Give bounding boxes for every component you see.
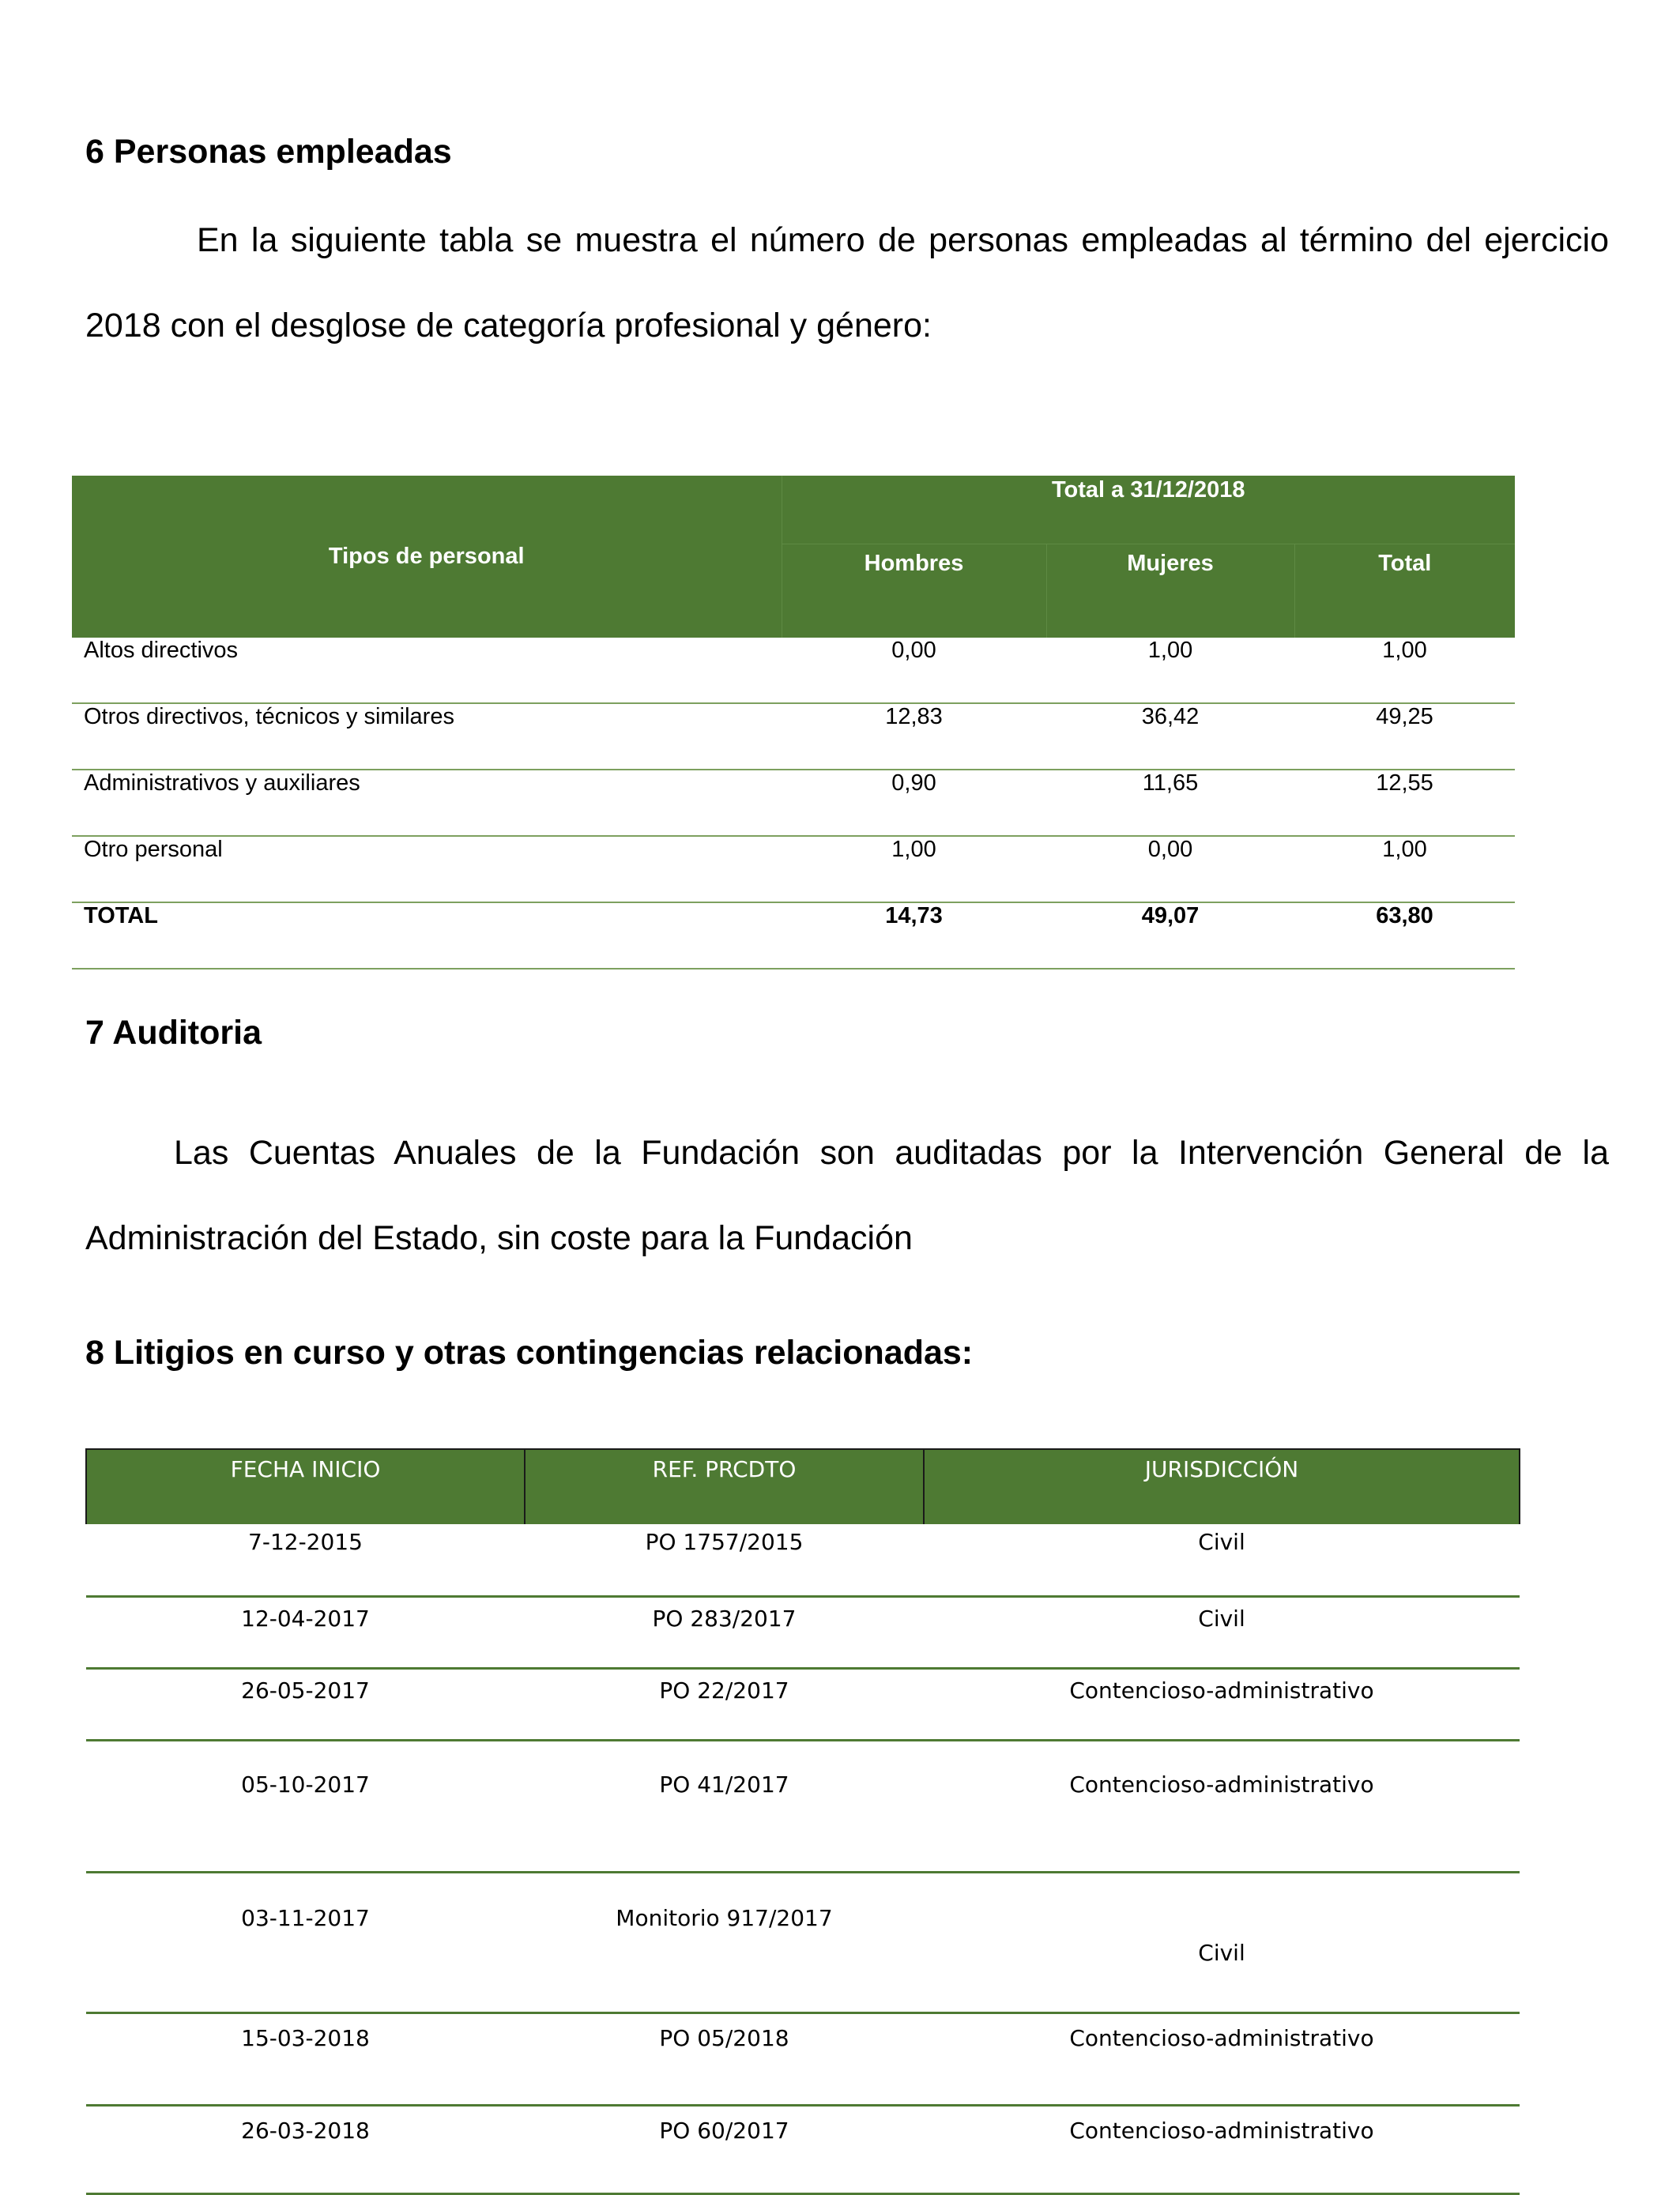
header-fecha-inicio: FECHA INICIO: [86, 1449, 525, 1524]
fecha-cell: [86, 2105, 525, 2193]
mujeres-value: 1,00: [1046, 638, 1294, 703]
fecha-cell: [86, 1596, 525, 1668]
row-label: Altos directivos: [72, 638, 782, 703]
header-ref-prcdto: REF. PRCDTO: [525, 1449, 924, 1524]
table-row: [72, 836, 1515, 902]
ref-cell: [525, 1524, 924, 1596]
table-row: [86, 2012, 1520, 2105]
fecha-cell: [86, 1740, 525, 1872]
ref-cell: [525, 1668, 924, 1740]
mujeres-value: 36,42: [1046, 703, 1294, 770]
ref-cell: [525, 1596, 924, 1668]
row-label: Administrativos y auxiliares: [72, 770, 782, 836]
fecha-value: 26-05-2017: [241, 1677, 370, 1704]
jurisdiccion-value: Contencioso-administrativo: [1069, 2117, 1374, 2144]
ref-cell: [525, 1872, 924, 2012]
table-total-row: [72, 902, 1515, 969]
mujeres-value: 49,07: [1046, 902, 1294, 969]
ref-value: Monitorio 917/2017: [616, 1904, 833, 1931]
total-value: 49,25: [1294, 703, 1515, 770]
fecha-cell: [86, 1524, 525, 1596]
header-total-group: Total a 31/12/2018: [782, 476, 1515, 544]
table-row: [72, 770, 1515, 836]
table-row: [86, 1872, 1520, 2012]
table-row: [86, 1668, 1520, 1740]
table-row: [86, 2105, 1520, 2193]
header-tipos-de-personal: Tipos de personal: [72, 476, 782, 638]
total-value: 12,55: [1294, 770, 1515, 836]
jurisdiccion-cell: [924, 1668, 1520, 1740]
fecha-value: 03-11-2017: [241, 1904, 370, 1931]
mujeres-value: 0,00: [1046, 836, 1294, 902]
fecha-value: 12-04-2017: [241, 1605, 370, 1632]
section-7-paragraph-line2: Administración del Estado, sin coste para la Fundación: [85, 1219, 913, 1257]
jurisdiccion-value: Contencioso-administrativo: [1069, 1771, 1374, 1798]
hombres-value: 0,90: [782, 770, 1046, 836]
jurisdiccion-cell: [924, 2105, 1520, 2193]
jurisdiccion-cell: [924, 2012, 1520, 2105]
jurisdiccion-cell: [924, 1524, 1520, 1596]
fecha-value: 15-03-2018: [241, 2024, 370, 2051]
jurisdiccion-value: Contencioso-administrativo: [1069, 2024, 1374, 2051]
header-mujeres: Mujeres: [1046, 544, 1294, 638]
header-total: Total: [1294, 544, 1515, 638]
section-7-paragraph: [85, 1110, 1609, 1281]
ref-cell: [525, 1740, 924, 1872]
section-6-paragraph-line2: ejercicio 2018 con el desglose de categoría profesional y género:: [85, 221, 1609, 344]
total-value: 63,80: [1294, 902, 1515, 969]
hombres-value: 1,00: [782, 836, 1046, 902]
header-hombres: Hombres: [782, 544, 1046, 638]
ref-value: PO 60/2017: [659, 2117, 789, 2144]
total-value: 1,00: [1294, 836, 1515, 902]
fecha-cell: [86, 1872, 525, 2012]
hombres-value: 14,73: [782, 902, 1046, 969]
section-7-paragraph-line1: Las Cuentas Anuales de la Fundación son auditadas por la Intervención General de la: [174, 1134, 1609, 1172]
ref-value: PO 22/2017: [659, 1677, 789, 1704]
staff-table: [72, 476, 1515, 969]
table-row: [86, 1740, 1520, 1872]
row-label: TOTAL: [72, 902, 782, 969]
table-row: [72, 703, 1515, 770]
section-8-heading: 8 Litigios en curso y otras contingencias relacionadas:: [85, 1334, 974, 1372]
fecha-cell: [86, 1668, 525, 1740]
row-label: Otros directivos, técnicos y similares: [72, 703, 782, 770]
jurisdiccion-value: Civil: [1198, 1529, 1245, 1555]
jurisdiccion-value: Civil: [1198, 1939, 1245, 1966]
section-6-paragraph: [85, 198, 1609, 368]
hombres-value: 0,00: [782, 638, 1046, 703]
ref-value: PO 05/2018: [659, 2024, 789, 2051]
fecha-value: 05-10-2017: [241, 1771, 370, 1798]
fecha-cell: [86, 2012, 525, 2105]
jurisdiccion-value: Contencioso-administrativo: [1069, 1677, 1374, 1704]
ref-value: PO 41/2017: [659, 1771, 789, 1798]
jurisdiccion-cell: [924, 1872, 1520, 2012]
mujeres-value: 11,65: [1046, 770, 1294, 836]
ref-cell: [525, 2105, 924, 2193]
section-6-paragraph-line1: En la siguiente tabla se muestra el número de personas empleadas al término del: [197, 221, 1471, 259]
header-jurisdiccion: JURISDICCIÓN: [924, 1449, 1520, 1524]
jurisdiccion-value: Civil: [1198, 1605, 1245, 1632]
jurisdiccion-cell: [924, 1740, 1520, 1872]
table-row: [72, 638, 1515, 703]
litigation-table: [85, 1448, 1520, 2195]
total-value: 1,00: [1294, 638, 1515, 703]
ref-value: PO 1757/2015: [645, 1529, 804, 1555]
hombres-value: 12,83: [782, 703, 1046, 770]
table-row: [86, 1596, 1520, 1668]
section-7-heading: 7 Auditoria: [85, 1014, 262, 1052]
table-row: [86, 1524, 1520, 1596]
jurisdiccion-cell: [924, 1596, 1520, 1668]
row-label: Otro personal: [72, 836, 782, 902]
fecha-value: 26-03-2018: [241, 2117, 370, 2144]
ref-value: PO 283/2017: [652, 1605, 797, 1632]
section-6-heading: 6 Personas empleadas: [85, 133, 452, 171]
fecha-value: 7-12-2015: [248, 1529, 363, 1555]
ref-cell: [525, 2012, 924, 2105]
